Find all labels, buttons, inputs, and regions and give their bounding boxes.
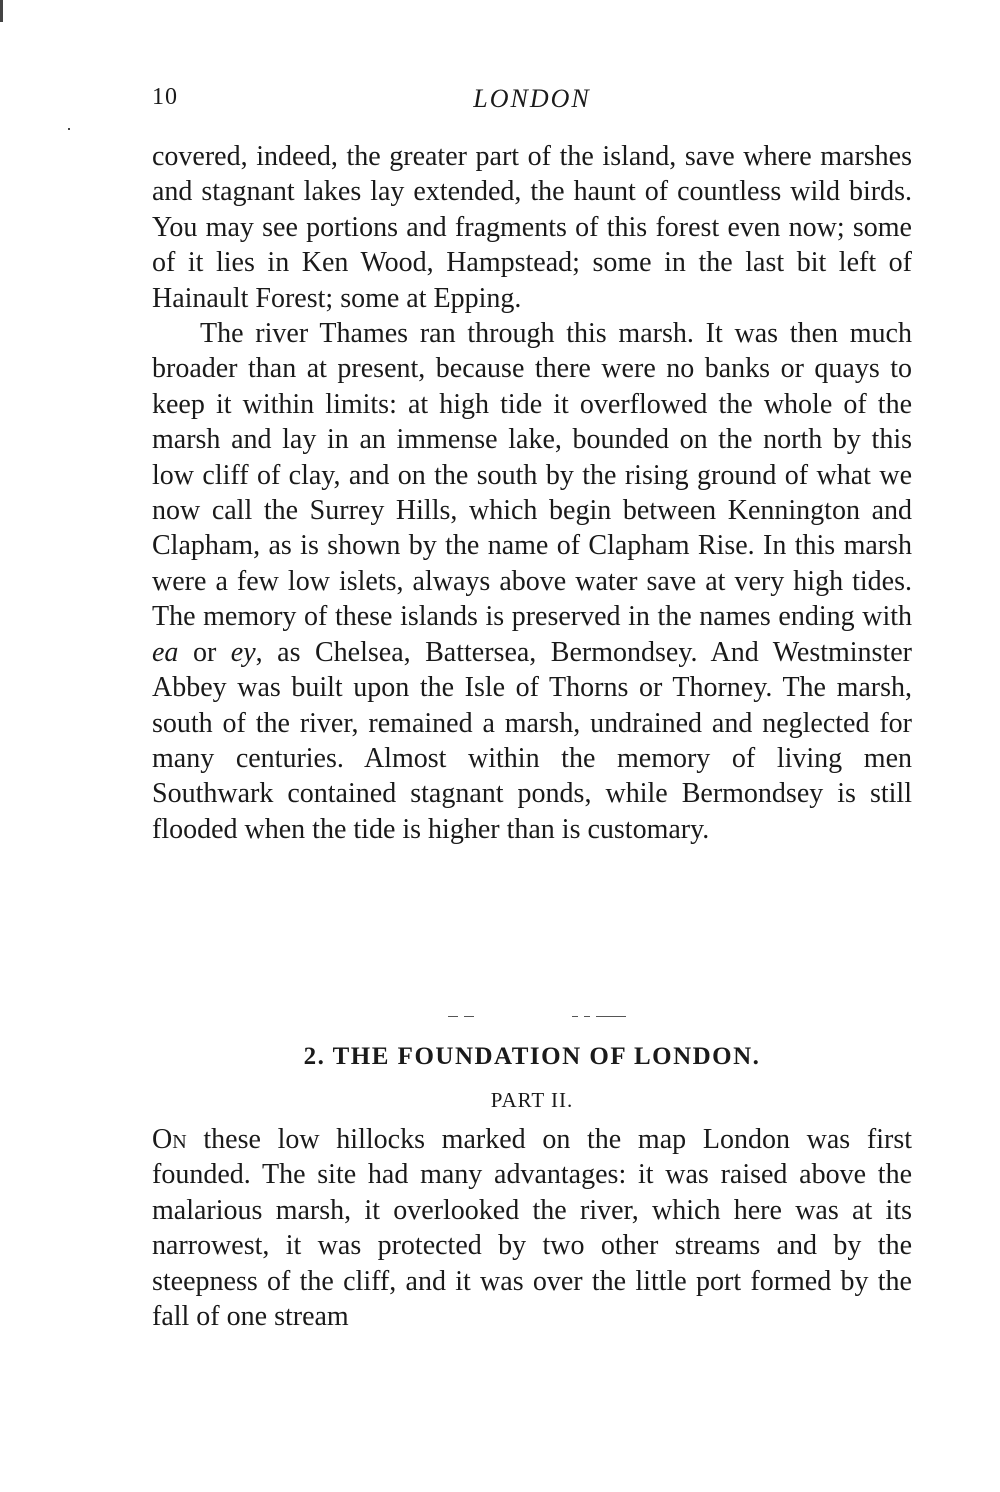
section-2-text (152, 1122, 912, 1334)
section-1-text (152, 139, 912, 847)
paragraph-text: these low hillocks marked on the map London was first founded. The site had many advantages: it was raised above the malarious marsh, it overlooked the river, which here was at its narrowest, it was protected by two other streams and by the steepness of the cliff, and it was over the little port formed by the fall of one stream (152, 1124, 912, 1333)
paragraph-text: , as Chelsea, Battersea, Bermondsey. And Westminster Abbey was built upon the Isle of Thorns or Thorney. The marsh, south of the river, remained a marsh, undrained and neglected for many centuries. Almost within the memory of living men Southwark contained stagnant ponds, while Bermondsey is still flooded when the tide is higher than is customary. (152, 636, 912, 845)
first-word: On (152, 1124, 187, 1155)
section-divider (448, 1016, 628, 1018)
paragraph-text: The river Thames ran through this marsh. It was then much broader than at present, because there were no banks or quays to keep it within limits: at high tide it overflowed the whole of the marsh and lay in an immense lake, bounded on the north by this low cliff of clay, and on the south by the rising ground of what we now call the Surrey Hills, which begin between Kennington and Clapham, as is shown by the name of Clapham Rise. In this marsh were a few low islets, always above water save at very high tides. The memory of these islands is preserved in the names ending with (152, 318, 912, 633)
emphasis-ea: ea (152, 636, 179, 668)
emphasis-ey: ey (230, 636, 256, 668)
paragraph: covered, indeed, the greater part of the island, save where marshes and stagnant lakes lay extended, the haunt of countless wild birds. You may see portions and fragments of this forest even now; some of it lies in Ken Wood, Hampstead; some in the last bit left of Hainault Forest; some at Epping. (152, 141, 912, 314)
paragraph (152, 1122, 912, 1334)
section-heading: 2. THE FOUNDATION OF LONDON. (303, 1043, 761, 1070)
section-subheading: PART II. (490, 1088, 574, 1112)
page-number: 10 (152, 84, 178, 110)
scan-speck (68, 128, 70, 130)
paragraph-text: or (178, 636, 231, 668)
scan-edge-mark (0, 0, 3, 22)
running-head (152, 84, 912, 116)
running-title: LONDON (473, 84, 591, 113)
paragraph (152, 316, 912, 847)
